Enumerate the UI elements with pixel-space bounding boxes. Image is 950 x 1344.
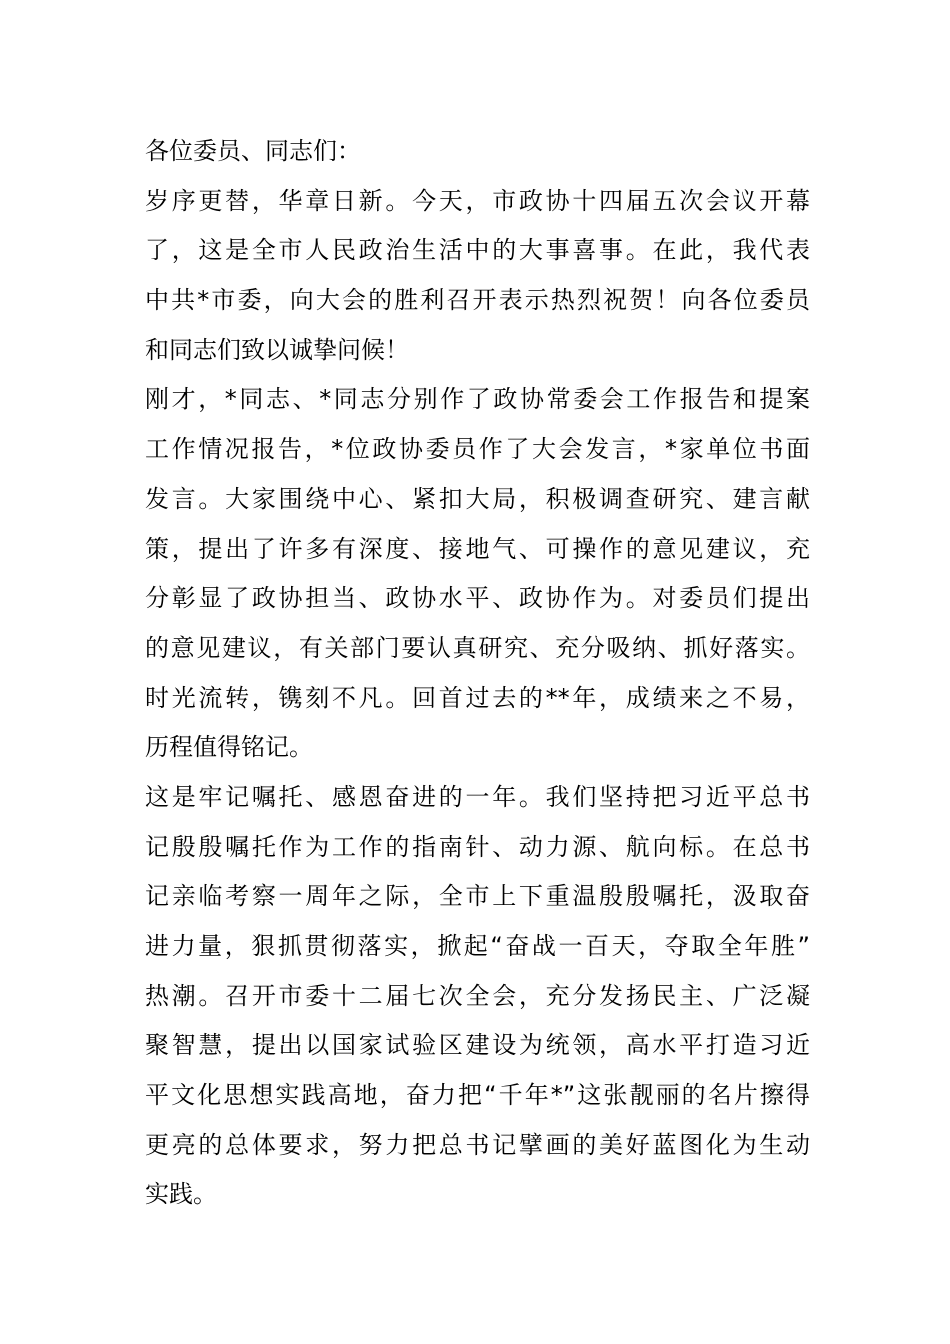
text-line: 热潮。召开市委十二届七次全会，充分发扬民主、广泛凝 [145,981,810,1010]
text-line: 更亮的总体要求，努力把总书记擘画的美好蓝图化为生动 [145,1130,810,1159]
text-line: 时光流转，镌刻不凡。回首过去的**年，成绩来之不易， [145,683,810,712]
text-line: 这是牢记嘱托、感恩奋进的一年。我们坚持把习近平总书 [145,782,810,811]
text-line: 了，这是全市人民政治生活中的大事喜事。在此，我代表 [145,236,810,265]
text-line: 分彰显了政协担当、政协水平、政协作为。对委员们提出 [145,584,810,613]
text-line: 发言。大家围绕中心、紧扣大局，积极调查研究、建言献 [145,484,810,513]
text-line: 进力量，狠抓贯彻落实，掀起“奋战一百天，夺取全年胜” [145,932,810,960]
text-line: 刚才，*同志、*同志分别作了政协常委会工作报告和提案 [145,385,810,414]
document-body [145,127,810,1220]
salutation: 各位委员、同志们： [145,137,361,165]
text-line: 岁序更替，华章日新。今天，市政协十四届五次会议开幕 [145,186,810,215]
text-line: 聚智慧，提出以国家试验区建设为统领，高水平打造习近 [145,1031,810,1060]
text-line: 的意见建议，有关部门要认真研究、充分吸纳、抓好落实。 [145,633,810,662]
text-line: 实践。 [145,1180,217,1209]
text-line: 工作情况报告，*位政协委员作了大会发言，*家单位书面 [145,435,810,464]
text-line: 中共*市委，向大会的胜利召开表示热烈祝贺！向各位委员 [145,286,810,315]
text-line: 记殷殷嘱托作为工作的指南针、动力源、航向标。在总书 [145,832,810,861]
text-line: 平文化思想实践高地，奋力把“千年*”这张靓丽的名片擦得 [145,1081,810,1110]
text-line: 记亲临考察一周年之际，全市上下重温殷殷嘱托，汲取奋 [145,882,810,911]
paragraph-lines [145,177,810,1220]
text-line: 历程值得铭记。 [145,733,313,762]
text-line: 和同志们致以诚挚问候！ [145,335,409,364]
text-line: 策，提出了许多有深度、接地气、可操作的意见建议，充 [145,534,810,563]
